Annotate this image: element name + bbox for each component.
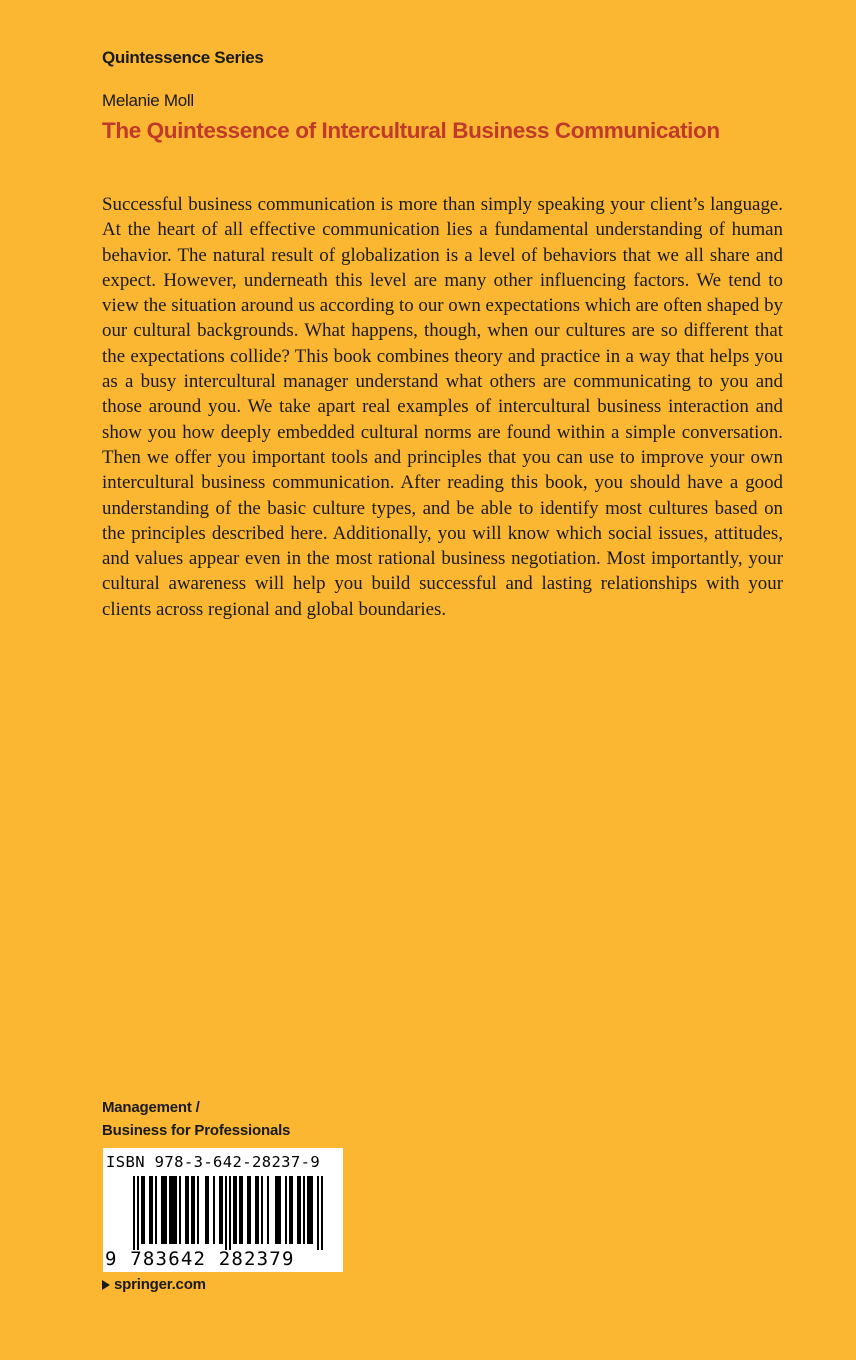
- barcode-bar: [197, 1176, 199, 1244]
- barcode-bar: [219, 1176, 221, 1244]
- barcode-bar: [279, 1176, 281, 1244]
- barcode-bar: [303, 1176, 305, 1244]
- barcode-bar: [151, 1176, 153, 1244]
- barcode-bar: [143, 1176, 145, 1244]
- barcode-bar: [161, 1176, 163, 1244]
- barcode-bar: [185, 1176, 187, 1244]
- barcode-bar: [277, 1176, 279, 1244]
- barcode-bar: [141, 1176, 143, 1244]
- barcode-bar: [175, 1176, 177, 1244]
- isbn-label: ISBN 978-3-642-28237-9: [106, 1153, 321, 1171]
- barcode-bar: [297, 1176, 299, 1244]
- barcode-bar: [285, 1176, 287, 1244]
- barcode-bar: [307, 1176, 309, 1244]
- book-title: The Quintessence of Intercultural Business Communication: [102, 118, 720, 143]
- barcode-bar: [171, 1176, 173, 1244]
- barcode-bar: [191, 1176, 193, 1244]
- barcode-bar: [289, 1176, 291, 1244]
- barcode-bar: [225, 1176, 227, 1250]
- barcode-bar: [235, 1176, 237, 1244]
- barcode-bar: [275, 1176, 277, 1244]
- barcode-bar: [233, 1176, 235, 1244]
- barcode-bar: [229, 1176, 231, 1250]
- barcode-bar: [321, 1176, 323, 1250]
- barcode-bar: [291, 1176, 293, 1244]
- barcode-bar: [133, 1176, 135, 1250]
- subject-category: [102, 1096, 290, 1142]
- barcode-bar: [261, 1176, 263, 1244]
- barcode-bar: [309, 1176, 311, 1244]
- barcode-bar: [187, 1176, 189, 1244]
- barcode-bar: [163, 1176, 165, 1244]
- barcode-bar: [239, 1176, 241, 1244]
- barcode-bar: [247, 1176, 249, 1244]
- isbn-barcode: [103, 1148, 343, 1272]
- arrow-right-icon: [102, 1280, 110, 1290]
- barcode-bar: [169, 1176, 171, 1244]
- barcode-bar: [267, 1176, 269, 1244]
- category-line-1: Management /: [102, 1099, 200, 1116]
- barcode-bar: [205, 1176, 207, 1244]
- barcode-bar: [317, 1176, 319, 1250]
- barcode-bar: [257, 1176, 259, 1244]
- barcode-bar: [193, 1176, 195, 1244]
- barcode-bar: [155, 1176, 157, 1244]
- barcode-bar: [241, 1176, 243, 1244]
- author-name: Melanie Moll: [102, 91, 194, 110]
- series-label: Quintessence Series: [102, 48, 264, 67]
- barcode-bar: [213, 1176, 215, 1244]
- barcode-bar: [221, 1176, 223, 1244]
- barcode-bar: [249, 1176, 251, 1244]
- barcode-digits: 9 783642 282379: [105, 1248, 295, 1270]
- barcode-bar: [179, 1176, 181, 1244]
- barcode-bar: [255, 1176, 257, 1244]
- publisher-link-text: springer.com: [114, 1276, 206, 1293]
- barcode-bar: [173, 1176, 175, 1244]
- barcode-bar: [137, 1176, 139, 1250]
- category-line-2: Business for Professionals: [102, 1122, 291, 1139]
- barcode-bar: [149, 1176, 151, 1244]
- barcode-bar: [165, 1176, 167, 1244]
- publisher-link[interactable]: [102, 1276, 206, 1293]
- barcode-bar: [207, 1176, 209, 1244]
- barcode-bar: [299, 1176, 301, 1244]
- barcode-bar: [311, 1176, 313, 1244]
- book-description: Successful business communication is more than simply speaking your client’s language. At the heart of all effective communication lies a fundamental understanding of human behavior. The natural result of globalization is a level of behaviors that we all share and expect. However, underneath this level are many other influencing factors. We tend to view the situation around us according to our own expectations which are often shaped by our cultural backgrounds. What happens, though, when our cultures are so different that the expectations collide? This book combines theory and practice in a way that helps you as a busy intercultural manager understand what others are communicating to you and those around you. We take apart real examples of intercultural business interaction and show you how deeply embedded cultural norms are found within a simple conversation. Then we offer you important tools and principles that you can use to improve your own intercultural business communication. After reading this book, you should have a good understanding of the basic culture types, and be able to identify most cultures based on the principles described here. Additionally, you will know which social issues, attitudes, and values appear even in the most rational business negotiation. Most importantly, your cultural awareness will help you build successful and lasting relationships with your clients across regional and global boundaries.: [102, 194, 783, 620]
